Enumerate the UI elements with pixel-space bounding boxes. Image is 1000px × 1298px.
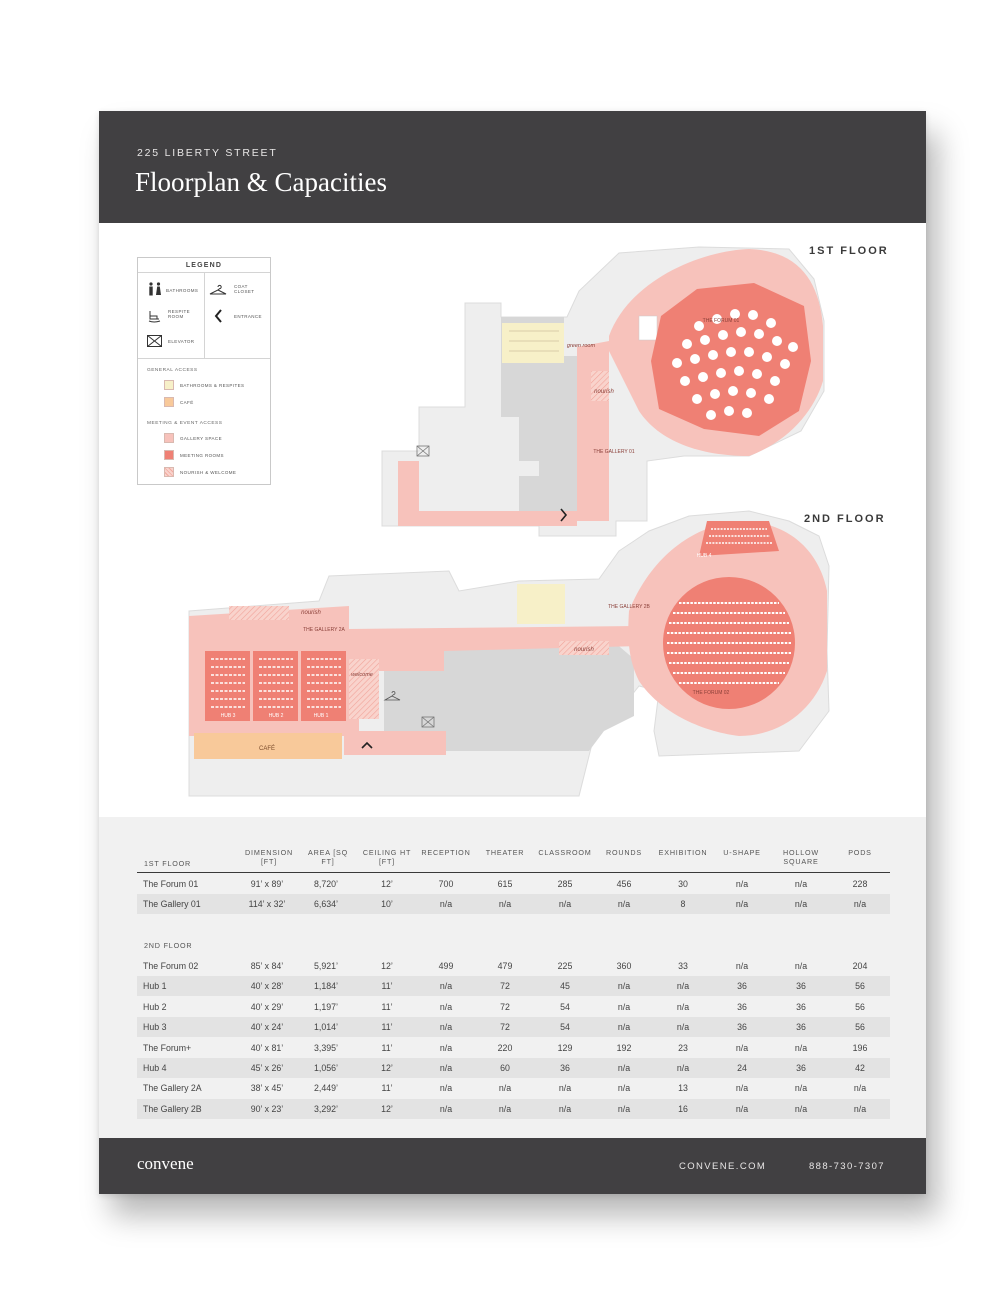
cell-theater: 72 bbox=[500, 1001, 510, 1012]
cell-room: Hub 3 bbox=[143, 1022, 167, 1033]
cell-exhibition: 23 bbox=[678, 1042, 688, 1053]
cell-pods: 228 bbox=[852, 879, 868, 889]
cell-ushape: n/a bbox=[735, 879, 749, 889]
cell-rounds: n/a bbox=[617, 1103, 631, 1114]
cell-theater: 479 bbox=[497, 961, 513, 971]
col-header-hollow-square: HOLLOW SQUARE bbox=[783, 848, 819, 866]
cell-ceiling: 11’ bbox=[381, 1001, 393, 1012]
cell-theater: 72 bbox=[500, 1022, 510, 1033]
hub3-label: HUB 3 bbox=[220, 713, 236, 719]
cell-ushape: 24 bbox=[737, 1063, 747, 1073]
cell-room: The Gallery 01 bbox=[143, 899, 201, 910]
col-header-area: AREA [SQ FT] bbox=[308, 848, 348, 866]
cell-classroom: 225 bbox=[557, 961, 573, 971]
cell-exhibition: 13 bbox=[678, 1083, 688, 1094]
website-text: CONVENE.COM bbox=[679, 1161, 767, 1172]
nourish-label-f2-west: nourish bbox=[301, 610, 321, 616]
cell-ceiling: 11’ bbox=[381, 1083, 393, 1094]
cell-exhibition: n/a bbox=[676, 1063, 690, 1073]
cell-reception: n/a bbox=[439, 1063, 453, 1073]
hub2-label: HUB 2 bbox=[268, 713, 284, 719]
floor2-label: 2ND FLOOR bbox=[804, 513, 886, 525]
welcome-label: welcome bbox=[351, 672, 373, 678]
cell-theater: n/a bbox=[498, 899, 512, 910]
legend-bathrooms-respites-label: BATHROOMS & RESPITES bbox=[180, 383, 245, 388]
cell-room: The Forum+ bbox=[143, 1042, 192, 1053]
cell-rounds: n/a bbox=[617, 1022, 631, 1033]
cell-area: 2,449’ bbox=[314, 1083, 338, 1094]
cell-classroom: 285 bbox=[557, 879, 573, 889]
cell-room: The Gallery 2B bbox=[143, 1103, 202, 1114]
legend-elevator-label: ELEVATOR bbox=[168, 339, 195, 344]
cell-area: 1,197’ bbox=[314, 1001, 338, 1012]
table-row bbox=[137, 956, 890, 976]
col-header-exhibition: EXHIBITION bbox=[658, 848, 708, 857]
cell-room: The Forum 02 bbox=[143, 961, 199, 971]
cell-pods: 56 bbox=[855, 1022, 865, 1033]
cell-theater: 72 bbox=[500, 981, 510, 992]
cell-hollow-square: n/a bbox=[794, 879, 808, 889]
cell-dimension: 114’ x 32’ bbox=[248, 899, 286, 910]
cell-ceiling: 12’ bbox=[381, 1063, 393, 1073]
cell-ushape: n/a bbox=[735, 1042, 749, 1053]
legend-gallery-space-label: GALLERY SPACE bbox=[180, 436, 222, 441]
cell-rounds: 192 bbox=[616, 1042, 632, 1053]
cell-area: 3,292’ bbox=[314, 1103, 338, 1114]
hub1-label: HUB 1 bbox=[313, 713, 329, 719]
cell-hollow-square: n/a bbox=[794, 961, 808, 971]
cell-dimension: 38’ x 45’ bbox=[250, 1083, 284, 1094]
cell-exhibition: n/a bbox=[676, 981, 690, 992]
cell-pods: 204 bbox=[852, 961, 868, 971]
cell-dimension: 40’ x 28’ bbox=[250, 981, 284, 992]
col-header-ceiling: CEILING HT [FT] bbox=[362, 848, 412, 866]
table-row bbox=[137, 874, 890, 894]
cell-ceiling: 12’ bbox=[381, 879, 393, 889]
cell-theater: 615 bbox=[497, 879, 513, 889]
legend-meeting-rooms-label: MEETING ROOMS bbox=[180, 453, 224, 458]
cell-classroom: 36 bbox=[560, 1063, 570, 1073]
gallery01-label: THE GALLERY 01 bbox=[593, 449, 635, 455]
cell-area: 5,921’ bbox=[314, 961, 338, 971]
cell-pods: 42 bbox=[855, 1063, 865, 1073]
cell-hollow-square: n/a bbox=[794, 1083, 808, 1094]
gallery2b-label: THE GALLERY 2B bbox=[608, 604, 650, 610]
cell-area: 1,056’ bbox=[314, 1063, 338, 1073]
cell-rounds: n/a bbox=[617, 1063, 631, 1073]
cell-exhibition: 30 bbox=[678, 879, 688, 889]
cell-dimension: 40’ x 81’ bbox=[250, 1042, 284, 1053]
cell-rounds: 360 bbox=[616, 961, 632, 971]
floorplan-sheet bbox=[99, 111, 926, 1194]
floorplan-drawing bbox=[99, 223, 926, 817]
cell-pods: n/a bbox=[853, 899, 867, 910]
cell-exhibition: 16 bbox=[678, 1103, 688, 1114]
footer-band bbox=[99, 1138, 926, 1194]
cell-dimension: 40’ x 24’ bbox=[250, 1022, 284, 1033]
table-row bbox=[137, 1099, 890, 1119]
cell-room: Hub 2 bbox=[143, 1001, 167, 1012]
hub4-label: HUB 4 bbox=[696, 553, 712, 559]
table-row bbox=[137, 997, 890, 1017]
cell-pods: 56 bbox=[855, 1001, 865, 1012]
header-rule bbox=[137, 872, 890, 873]
col-header-ushape: U-SHAPE bbox=[723, 848, 761, 857]
cell-rounds: n/a bbox=[617, 1083, 631, 1094]
cell-reception: 700 bbox=[438, 879, 454, 889]
cell-hollow-square: 36 bbox=[796, 1001, 806, 1012]
cell-dimension: 40’ x 29’ bbox=[250, 1001, 284, 1012]
legend-title: LEGEND bbox=[185, 262, 223, 269]
first-floor-plan bbox=[382, 247, 824, 536]
col-header-dimension: DIMENSION [FT] bbox=[245, 848, 293, 866]
legend-cafe-label: CAFÉ bbox=[180, 400, 194, 405]
cell-ceiling: 11’ bbox=[381, 1022, 393, 1033]
cell-reception: n/a bbox=[439, 1083, 453, 1094]
cell-ushape: 36 bbox=[737, 1022, 747, 1033]
cell-theater: n/a bbox=[498, 1103, 512, 1114]
floor1-label: 1ST FLOOR bbox=[809, 245, 889, 257]
nourish-label-f2-east: nourish bbox=[574, 647, 594, 653]
cell-ushape: n/a bbox=[735, 1103, 749, 1114]
cell-pods: 196 bbox=[852, 1042, 868, 1053]
cell-ushape: n/a bbox=[735, 899, 749, 910]
capacities-table bbox=[99, 817, 926, 1138]
cell-reception: n/a bbox=[439, 981, 453, 992]
cell-rounds: 456 bbox=[616, 879, 632, 889]
header-band bbox=[99, 111, 926, 223]
cell-dimension: 90’ x 23’ bbox=[250, 1103, 284, 1114]
cell-reception: n/a bbox=[439, 1001, 453, 1012]
general-access-heading: GENERAL ACCESS bbox=[147, 368, 198, 373]
cell-area: 1,184’ bbox=[314, 981, 338, 992]
cell-rounds: n/a bbox=[617, 1001, 631, 1012]
cell-reception: n/a bbox=[439, 899, 453, 910]
cell-hollow-square: n/a bbox=[794, 1103, 808, 1114]
table-row bbox=[137, 1078, 890, 1098]
address-subtitle: 225 LIBERTY STREET bbox=[137, 147, 278, 159]
floor2-section-label: 2ND FLOOR bbox=[144, 941, 193, 950]
cell-classroom: n/a bbox=[558, 1083, 572, 1094]
cell-area: 6,634’ bbox=[314, 899, 338, 910]
cell-ushape: 36 bbox=[737, 981, 747, 992]
cell-dimension: 91’ x 89’ bbox=[250, 879, 284, 889]
cell-hollow-square: n/a bbox=[794, 1042, 808, 1053]
cell-rounds: n/a bbox=[617, 981, 631, 992]
cell-hollow-square: 36 bbox=[796, 981, 806, 992]
cell-exhibition: 33 bbox=[678, 961, 688, 971]
cell-classroom: n/a bbox=[558, 899, 572, 910]
cell-pods: n/a bbox=[853, 1103, 867, 1114]
legend-respite-label: RESPITE ROOM bbox=[168, 309, 191, 319]
cell-dimension: 85’ x 84’ bbox=[250, 961, 284, 971]
cell-room: The Gallery 2A bbox=[143, 1083, 202, 1094]
cell-ushape: 36 bbox=[737, 1001, 747, 1012]
cell-pods: n/a bbox=[853, 1083, 867, 1094]
cell-rounds: n/a bbox=[617, 899, 631, 910]
table-row bbox=[137, 976, 890, 996]
cell-classroom: 54 bbox=[560, 1001, 570, 1012]
cell-classroom: 45 bbox=[560, 981, 570, 992]
floorplan-area bbox=[99, 223, 926, 817]
cell-ceiling: 12’ bbox=[381, 961, 393, 971]
cell-classroom: 129 bbox=[557, 1042, 573, 1053]
cell-exhibition: n/a bbox=[676, 1022, 690, 1033]
col-header-pods: PODS bbox=[848, 848, 872, 857]
table-row bbox=[137, 894, 890, 914]
cell-area: 3,395’ bbox=[314, 1042, 338, 1053]
cell-reception: 499 bbox=[438, 961, 454, 971]
table-row bbox=[137, 1058, 890, 1078]
cell-room: The Forum 01 bbox=[143, 879, 199, 889]
col-header-rounds: ROUNDS bbox=[606, 848, 642, 857]
legend-coat-closet-label: COAT CLOSET bbox=[234, 284, 255, 294]
cell-theater: 60 bbox=[500, 1063, 510, 1073]
cell-theater: n/a bbox=[498, 1083, 512, 1094]
gallery2a-label: THE GALLERY 2A bbox=[303, 627, 345, 633]
cell-area: 8,720’ bbox=[314, 879, 338, 889]
col-header-theater: THEATER bbox=[485, 848, 525, 857]
cell-ceiling: 10’ bbox=[381, 899, 393, 910]
cell-hollow-square: n/a bbox=[794, 899, 808, 910]
col-header-floor: 1ST FLOOR bbox=[144, 859, 192, 868]
cell-classroom: n/a bbox=[558, 1103, 572, 1114]
cell-pods: 56 bbox=[855, 981, 865, 992]
cell-hollow-square: 36 bbox=[796, 1063, 806, 1073]
cell-classroom: 54 bbox=[560, 1022, 570, 1033]
legend-nourish-welcome-label: NOURISH & WELCOME bbox=[180, 470, 237, 475]
convene-logo: convene bbox=[137, 1154, 194, 1173]
legend-bathrooms-label: BATHROOMS bbox=[166, 288, 199, 293]
cell-room: Hub 1 bbox=[143, 981, 167, 992]
legend-entrance-label: ENTRANCE bbox=[234, 314, 262, 319]
cell-reception: n/a bbox=[439, 1022, 453, 1033]
cell-area: 1,014’ bbox=[314, 1022, 338, 1033]
cell-exhibition: n/a bbox=[676, 1001, 690, 1012]
cell-ceiling: 11’ bbox=[381, 981, 393, 992]
green-room-label: green room bbox=[566, 343, 596, 349]
second-floor-plan bbox=[189, 511, 829, 796]
nourish-label-f1: nourish bbox=[594, 389, 614, 395]
table-row bbox=[137, 1038, 890, 1058]
col-header-classroom: CLASSROOM bbox=[538, 848, 592, 857]
cell-ceiling: 12’ bbox=[381, 1103, 393, 1114]
col-header-reception: RECEPTION bbox=[421, 848, 471, 857]
forum01-label: THE FORUM 01 bbox=[702, 318, 740, 324]
cell-exhibition: 8 bbox=[680, 899, 686, 910]
forum02-label: THE FORUM 02 bbox=[692, 690, 730, 696]
meeting-access-heading: MEETING & EVENT ACCESS bbox=[147, 421, 223, 426]
cell-hollow-square: 36 bbox=[796, 1022, 806, 1033]
phone-text: 888-730-7307 bbox=[809, 1161, 885, 1172]
cell-ushape: n/a bbox=[735, 961, 749, 971]
page-title: Floorplan & Capacities bbox=[135, 167, 387, 197]
cafe-label: CAFÉ bbox=[258, 746, 276, 752]
cell-theater: 220 bbox=[497, 1042, 513, 1053]
cell-reception: n/a bbox=[439, 1103, 453, 1114]
cell-reception: n/a bbox=[439, 1042, 453, 1053]
cell-dimension: 45’ x 26’ bbox=[250, 1063, 284, 1073]
cell-ushape: n/a bbox=[735, 1083, 749, 1094]
table-row bbox=[137, 1017, 890, 1037]
cell-room: Hub 4 bbox=[143, 1063, 167, 1073]
cell-ceiling: 11’ bbox=[381, 1042, 393, 1053]
